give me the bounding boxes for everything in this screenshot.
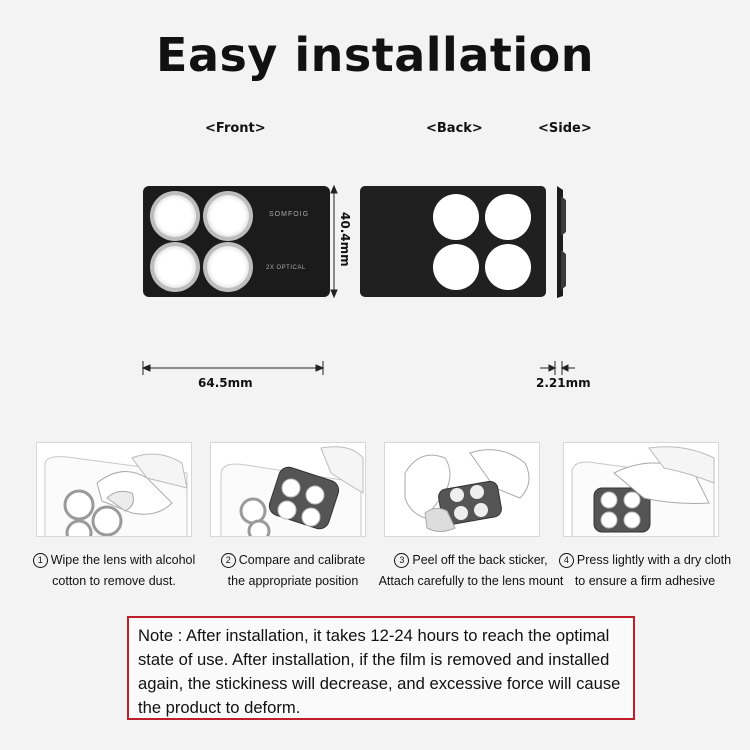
side-view-label: <Side> (538, 121, 592, 136)
height-dimension-line (331, 186, 337, 297)
step-1-line1: Wipe the lens with alcohol (50, 553, 196, 567)
step-4-line1: Press lightly with a dry cloth (576, 553, 732, 567)
width-dimension-line (143, 361, 323, 375)
step-3-line1: Peel off the back sticker, (412, 553, 548, 567)
step-4-caption (550, 550, 740, 592)
step-3-caption (376, 550, 566, 592)
step-1-caption (19, 550, 209, 592)
front-view-label: <Front> (205, 121, 266, 136)
step-1-number: 1 (33, 553, 48, 568)
step-4-number: 4 (559, 553, 574, 568)
front-plate (143, 186, 330, 297)
step-2-number: 2 (221, 553, 236, 568)
step-4-illustration (563, 442, 719, 537)
side-plate (557, 186, 566, 298)
thickness-dimension-label: 2.21mm (536, 376, 591, 390)
installation-note: Note : After installation, it takes 12-24 hours to reach the optimal state of use. After installation, if the film is removed and installed again, the stickiness will decrease, and excessive force will cause the product to deform. (127, 616, 635, 720)
page-title: Easy installation (156, 28, 594, 82)
step-2-illustration (210, 442, 366, 537)
step-2-line2: the appropriate position (227, 574, 359, 588)
step-3-line2: Attach carefully to the lens mount (378, 574, 564, 588)
brand-print: SOMFOIG (269, 211, 310, 218)
step-2-line1: Compare and calibrate (238, 553, 366, 567)
thickness-dimension-line (540, 361, 575, 375)
height-dimension-label: 40.4mm (338, 212, 352, 267)
step-4-line2: to ensure a firm adhesive (574, 574, 716, 588)
step-3-illustration (384, 442, 540, 537)
step-3-number: 3 (394, 553, 409, 568)
optical-print: 2X OPTICAL (266, 265, 306, 271)
back-plate (360, 186, 546, 297)
width-dimension-label: 64.5mm (198, 376, 253, 390)
step-1-line2: cotton to remove dust. (52, 574, 176, 588)
step-1-illustration (36, 442, 192, 537)
step-2-caption (198, 550, 388, 592)
back-view-label: <Back> (426, 121, 483, 136)
